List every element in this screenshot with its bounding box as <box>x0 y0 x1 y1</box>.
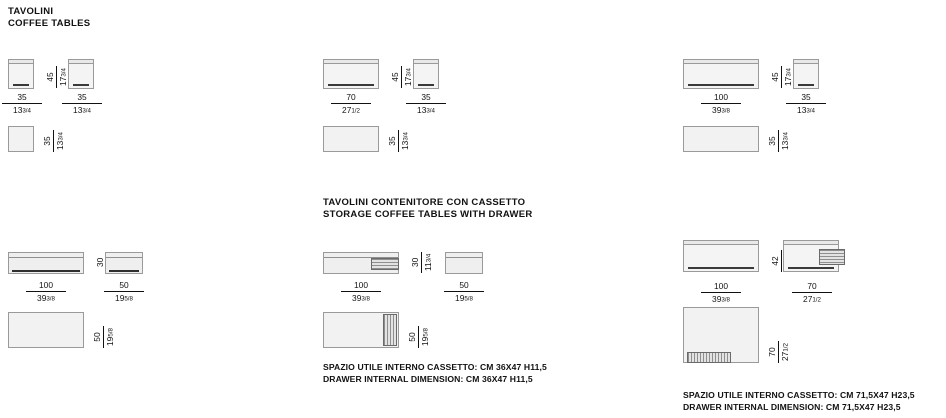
dimension-width-100-storage-in: 39 <box>352 293 362 303</box>
drawer-hatch-plan-large <box>687 352 731 363</box>
dimension-width-35-b-in-frac: 3/4 <box>82 107 91 115</box>
dimension-depth-35-cm: 35 <box>42 130 54 152</box>
table-top-slab <box>414 60 438 64</box>
dimension-height-42-cm: 42 <box>770 250 782 272</box>
drawer-hatch-plan <box>383 314 397 346</box>
dimension-depth-70-plan-in-frac: 1/2 <box>782 343 790 352</box>
drawer-hatch-large <box>819 249 845 265</box>
dimension-height-45-center-in-frac: 3/4 <box>405 68 413 77</box>
dimension-depth-35-right-in: 13 <box>797 105 807 115</box>
table-top-slab <box>794 60 818 64</box>
page-title-coffee-tables-it: TAVOLINI <box>8 6 54 17</box>
table-side-elevation <box>413 59 439 89</box>
dimension-width-100-in-frac: 3/8 <box>721 107 730 115</box>
table-top-slab <box>324 60 378 64</box>
storage-table-side-elevation <box>445 252 483 274</box>
dimension-depth-35-center <box>406 92 446 117</box>
dimension-depth-35-right-cm: 35 <box>786 92 826 104</box>
dimension-width-100-cm: 100 <box>701 92 741 104</box>
dimension-depth-35-center-plan <box>387 132 410 177</box>
dimension-width-50-storage-cm: 50 <box>444 280 484 292</box>
note-drawer-large-it: SPAZIO UTILE INTERNO CASSETTO: CM 71,5X47 H23,5 <box>683 390 915 400</box>
dimension-height-45-right-in-frac: 3/4 <box>785 68 793 77</box>
dimension-depth-35-center-plan-cm: 35 <box>387 130 399 152</box>
note-drawer-small <box>323 361 547 385</box>
dimension-width-100 <box>701 92 741 117</box>
storage-table-top-slab <box>684 241 758 245</box>
dimension-height-45-center-cm: 45 <box>390 66 402 88</box>
dimension-width-35 <box>2 92 42 117</box>
dimension-depth-50-in-frac: 5/8 <box>107 328 115 337</box>
dimension-depth-70-in-frac: 1/2 <box>812 296 821 304</box>
dimension-depth-70-plan-cm: 70 <box>767 341 779 363</box>
low-table-base-bar <box>109 270 139 272</box>
dimension-depth-35-center-plan-in-frac: 3/4 <box>402 132 410 141</box>
dimension-depth-35 <box>42 132 65 177</box>
dimension-width-35-cm: 35 <box>2 92 42 104</box>
low-table-base-bar <box>12 270 80 272</box>
dimension-width-100-in: 39 <box>712 105 722 115</box>
low-table-top-line <box>106 257 142 258</box>
dimension-depth-70-plan-in: 27 <box>780 351 790 361</box>
dimension-width-100-storage <box>341 280 381 305</box>
dimension-depth-50-storage-in-frac: 5/8 <box>422 328 430 337</box>
table-front-elevation <box>8 59 34 89</box>
dimension-width-50-storage <box>444 280 484 305</box>
table-base-bar <box>328 84 374 86</box>
dimension-height-45-in-frac: 3/4 <box>60 68 68 77</box>
table-side-elevation <box>793 59 819 89</box>
dimension-width-35-b-in: 13 <box>73 105 83 115</box>
table-base-bar <box>798 84 814 86</box>
dimension-width-50-storage-in-frac: 5/8 <box>464 295 473 303</box>
low-table-plan-view <box>8 312 84 348</box>
dimension-width-35-b-cm: 35 <box>62 92 102 104</box>
dimension-height-30-storage-in: 11 <box>423 262 433 271</box>
dimension-height-30-storage-cm: 30 <box>410 252 422 273</box>
page-title-storage-en: STORAGE COFFEE TABLES WITH DRAWER <box>323 208 533 220</box>
table-base-bar <box>418 84 434 86</box>
dimension-depth-35-right <box>786 92 826 117</box>
dimension-depth-35-right-plan-cm: 35 <box>767 130 779 152</box>
page-title-coffee-tables <box>8 6 90 29</box>
dimension-width-100-large-cm: 100 <box>701 281 741 293</box>
dimension-depth-50-storage-cm: 50 <box>407 326 419 348</box>
dimension-width-100-large-in-frac: 3/8 <box>721 296 730 304</box>
dimension-width-100-storage-cm: 100 <box>341 280 381 292</box>
note-drawer-large <box>683 389 915 413</box>
dimension-width-70 <box>331 92 371 117</box>
dimension-width-70-in: 27 <box>342 105 352 115</box>
dimension-height-30-cm: 30 <box>95 252 107 273</box>
dimension-width-50-storage-in: 19 <box>455 293 465 303</box>
dimension-width-50-in: 19 <box>115 293 125 303</box>
dimension-height-45-right-in: 17 <box>783 76 793 86</box>
dimension-width-100-storage-in-frac: 3/8 <box>361 295 370 303</box>
table-front-elevation <box>683 59 759 89</box>
dimension-depth-35-in-frac: 3/4 <box>57 132 65 141</box>
dimension-width-100-large <box>701 281 741 306</box>
storage-table-top-line <box>446 257 482 258</box>
storage-table-base-bar <box>788 267 834 269</box>
low-table-top-line <box>9 257 83 258</box>
dimension-depth-70-cm: 70 <box>792 281 832 293</box>
storage-table-top-slab <box>784 241 838 245</box>
note-drawer-large-en: DRAWER INTERNAL DIMENSION: CM 71,5X47 H23,5 <box>683 402 901 412</box>
table-top-slab <box>69 60 93 64</box>
dimension-depth-35-center-in-frac: 3/4 <box>426 107 435 115</box>
table-plan-view <box>683 126 759 152</box>
dimension-width-100-low-cm: 100 <box>26 280 66 292</box>
dimension-width-50-cm: 50 <box>104 280 144 292</box>
dimension-depth-35-right-in-frac: 3/4 <box>806 107 815 115</box>
dimension-depth-50-in: 19 <box>105 336 115 346</box>
dimension-depth-50-storage-in: 19 <box>420 336 430 346</box>
note-drawer-small-it: SPAZIO UTILE INTERNO CASSETTO: CM 36X47 H11,5 <box>323 362 547 372</box>
drawer-hatch <box>371 258 399 270</box>
dimension-width-35-b <box>62 92 102 117</box>
table-side-elevation <box>68 59 94 89</box>
dimension-width-50 <box>104 280 144 305</box>
dimension-height-45-center-in: 17 <box>403 76 413 86</box>
dimension-height-45-cm: 45 <box>45 66 57 88</box>
storage-table-front-elevation <box>683 240 759 272</box>
table-base-bar <box>13 84 29 86</box>
dimension-depth-35-in: 13 <box>55 140 65 150</box>
dimension-depth-50 <box>92 328 115 373</box>
dimension-width-70-cm: 70 <box>331 92 371 104</box>
dimension-depth-35-right-plan-in: 13 <box>780 140 790 150</box>
dimension-width-35-in-frac: 3/4 <box>22 107 31 115</box>
page-title-storage-coffee-tables <box>323 197 533 220</box>
dimension-height-30-storage-in-frac: 3/4 <box>425 253 433 263</box>
dimension-width-100-low-in: 39 <box>37 293 47 303</box>
dimension-height-42 <box>770 256 792 297</box>
dimension-height-45-right-cm: 45 <box>770 66 782 88</box>
table-plan-view <box>323 126 379 152</box>
dimension-depth-50-cm: 50 <box>92 326 104 348</box>
dimension-width-100-large-in: 39 <box>712 294 722 304</box>
page-title-storage-it: TAVOLINI CONTENITORE CON CASSETTO <box>323 197 526 208</box>
dimension-depth-35-center-plan-in: 13 <box>400 140 410 150</box>
table-top-slab <box>684 60 758 64</box>
table-top-slab <box>9 60 33 64</box>
dimension-width-100-low <box>26 280 66 305</box>
dimension-width-35-in: 13 <box>13 105 23 115</box>
table-base-bar <box>688 84 754 86</box>
dimension-width-100-low-in-frac: 3/8 <box>46 295 55 303</box>
dimension-height-30-storage <box>410 253 433 298</box>
dimension-width-70-in-frac: 1/2 <box>351 107 360 115</box>
dimension-depth-35-right-plan-in-frac: 3/4 <box>782 132 790 141</box>
table-plan-view <box>8 126 34 152</box>
storage-table-base-bar <box>688 267 754 269</box>
dimension-depth-35-right-plan <box>767 132 790 177</box>
dimension-depth-35-center-in: 13 <box>417 105 427 115</box>
dimension-depth-70-in: 27 <box>803 294 813 304</box>
page-title-coffee-tables-en: COFFEE TABLES <box>8 17 91 29</box>
table-base-bar <box>73 84 89 86</box>
dimension-height-45-in: 17 <box>58 76 68 86</box>
dimension-depth-35-center-cm: 35 <box>406 92 446 104</box>
dimension-depth-70-plan <box>767 343 790 388</box>
note-drawer-small-en: DRAWER INTERNAL DIMENSION: CM 36X47 H11,5 <box>323 374 533 384</box>
dimension-width-50-in-frac: 5/8 <box>124 295 133 303</box>
table-front-elevation <box>323 59 379 89</box>
dimension-depth-70 <box>792 281 832 306</box>
